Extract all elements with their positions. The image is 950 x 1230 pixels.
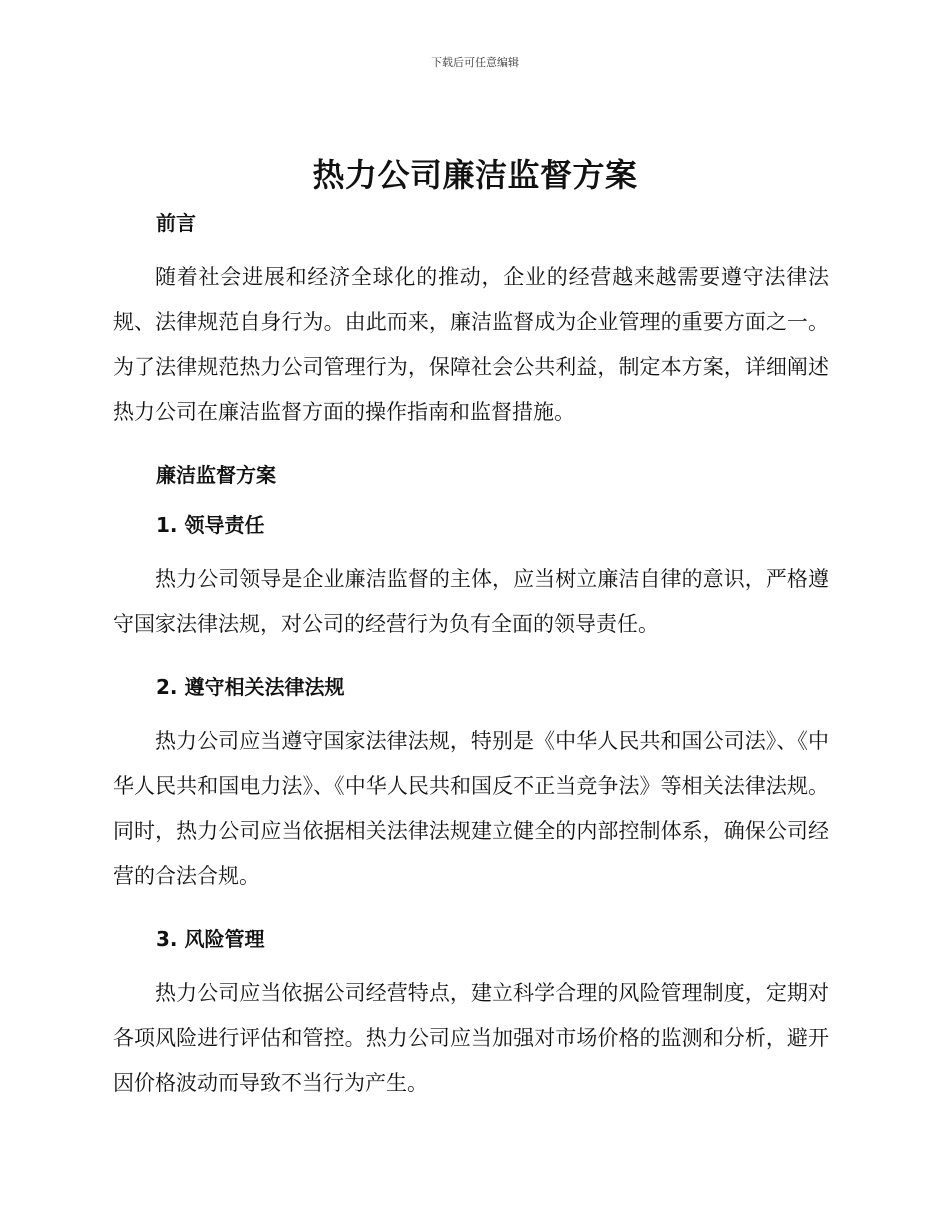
section-1-paragraph: 热力公司领导是企业廉洁监督的主体，应当树立廉洁自律的意识，严格遵守国家法律法规，对公司的经营行为负有全面的领导责任。 bbox=[113, 567, 829, 636]
section-3-paragraph: 热力公司应当依据公司经营特点，建立科学合理的风险管理制度，定期对各项风险进行评估和管控。热力公司应当加强对市场价格的监测和分析，避开因价格波动而导致不当行为产生。 bbox=[113, 981, 829, 1095]
section-2-heading: 2. 遵守相关法律法规 bbox=[156, 675, 345, 699]
plan-heading: 廉洁监督方案 bbox=[156, 463, 276, 487]
preface-heading: 前言 bbox=[156, 211, 196, 235]
header-note: 下载后可任意编辑 bbox=[431, 56, 519, 69]
document-title: 热力公司廉洁监督方案 bbox=[312, 156, 638, 194]
document-body bbox=[113, 205, 829, 1106]
preface-paragraph: 随着社会进展和经济全球化的推动，企业的经营越来越需要遵守法律法规、法律规范自身行为。由此而来，廉洁监督成为企业管理的重要方面之一。为了法律规范热力公司管理行为，保障社会公共利益，制定本方案，详细阐述热力公司在廉洁监督方面的操作指南和监督措施。 bbox=[113, 265, 829, 424]
section-3-heading: 3. 风险管理 bbox=[156, 927, 265, 951]
section-1-heading: 1. 领导责任 bbox=[156, 513, 265, 537]
section-2-paragraph: 热力公司应当遵守国家法律法规，特别是《中华人民共和国公司法》、《中华人民共和国电力法》、《中华人民共和国反不正当竞争法》等相关法律法规。同时，热力公司应当依据相关法律法规建立健全的内部控制体系，确保公司经营的合法合规。 bbox=[113, 729, 829, 888]
